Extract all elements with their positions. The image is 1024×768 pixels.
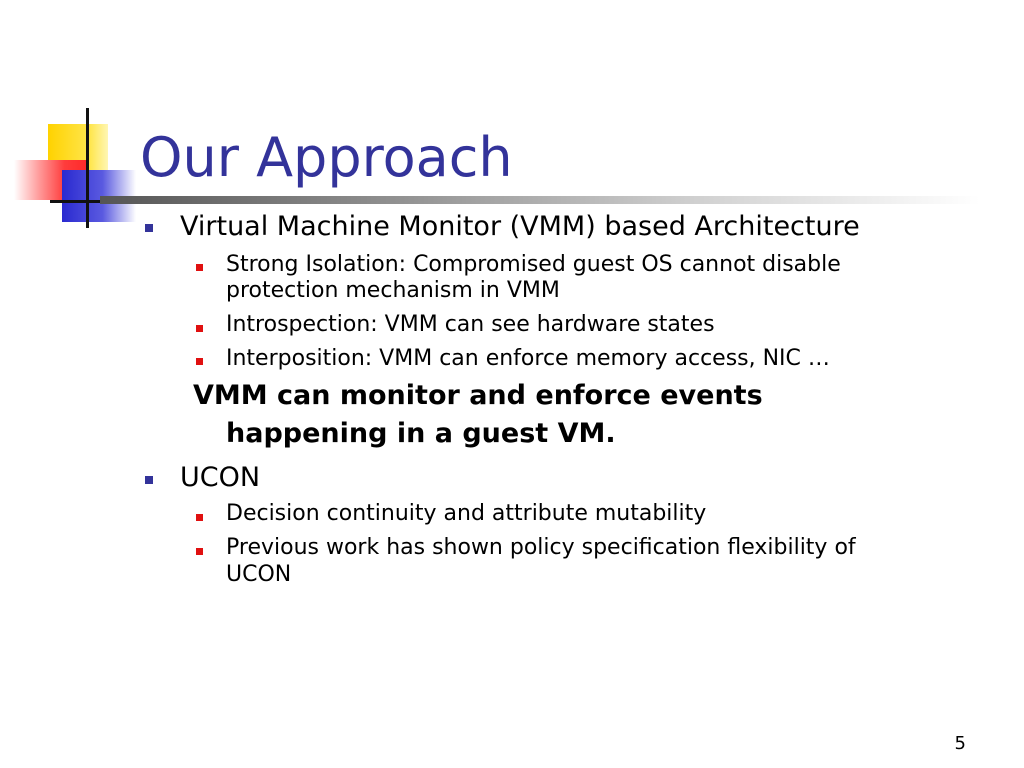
sub-bullet-interposition: Interposition: VMM can enforce memory access, NIC …	[226, 346, 830, 371]
emphasis-statement-cont: happening in a guest VM.	[226, 418, 616, 449]
red-square-bullet-icon	[196, 264, 203, 271]
blue-square-bullet-icon	[145, 224, 153, 232]
slide-title: Our Approach	[140, 126, 513, 189]
red-square-bullet-icon	[196, 358, 203, 365]
sub-bullet-decision-continuity: Decision continuity and attribute mutability	[226, 501, 707, 526]
red-square-bullet-icon	[196, 325, 203, 332]
red-square-bullet-icon	[196, 548, 203, 555]
bullet-vmm-architecture: Virtual Machine Monitor (VMM) based Architecture	[180, 211, 860, 242]
blue-square-bullet-icon	[145, 476, 153, 484]
sub-bullet-introspection: Introspection: VMM can see hardware states	[226, 312, 715, 337]
page-number: 5	[954, 733, 966, 754]
sub-bullet-strong-isolation-cont: protection mechanism in VMM	[226, 278, 560, 303]
emphasis-statement: VMM can monitor and enforce events	[193, 380, 763, 411]
bullet-ucon: UCON	[180, 462, 261, 493]
red-square-bullet-icon	[196, 514, 203, 521]
sub-bullet-previous-work: Previous work has shown policy specification flexibility of	[226, 535, 856, 560]
sub-bullet-previous-work-cont: UCON	[226, 562, 292, 587]
sub-bullet-strong-isolation: Strong Isolation: Compromised guest OS cannot disable	[226, 252, 841, 277]
